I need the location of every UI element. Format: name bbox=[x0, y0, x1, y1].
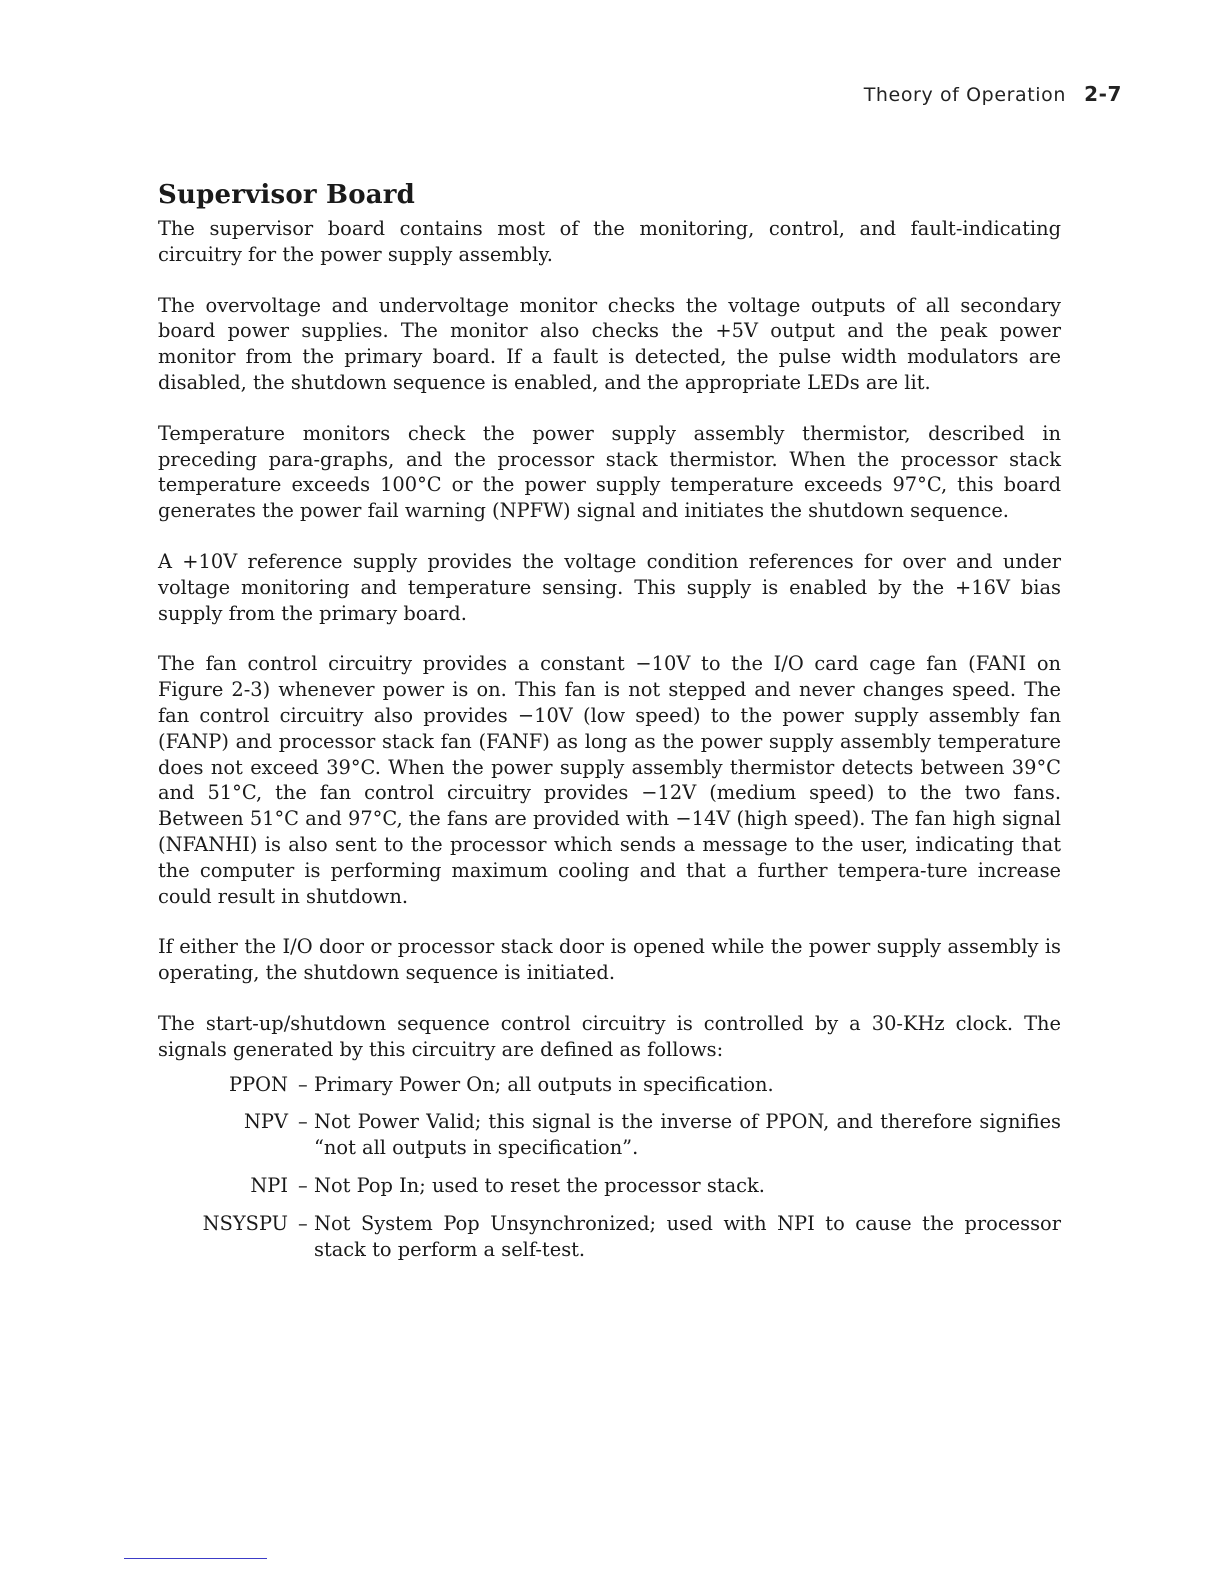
dash: – bbox=[298, 1211, 308, 1235]
paragraph-sequence-control: The start-up/shutdown sequence control circuitry is controlled by a 30-KHz clock. The signals generated by this circuitry are defined as follows: bbox=[158, 1011, 1061, 1061]
paragraph-voltage-monitor: The overvoltage and undervoltage monitor checks the voltage outputs of all secondary board power supplies. The monitor also checks the +5V output and the peak power monitor from the primary board. If a fault is detected, the pulse width modulators are disabled, the shutdown sequence is enabled, and the appropriate LEDs are lit. bbox=[158, 293, 1061, 394]
signal-description: Not System Pop Unsynchronized; used with NPI to cause the processor stack to perform a self-test. bbox=[314, 1211, 1061, 1261]
paragraph-reference-supply: A +10V reference supply provides the voltage condition references for over and under voltage monitoring and temperature sensing. This supply is enabled by the +16V bias supply from the primary board. bbox=[158, 549, 1061, 625]
signal-definition bbox=[158, 1072, 1061, 1098]
signal-definition bbox=[158, 1211, 1061, 1263]
signal-term: PPON bbox=[229, 1072, 288, 1096]
paragraph-fan-control: The fan control circuitry provides a constant −10V to the I/O card cage fan (FANI on Figure 2-3) whenever power is on. This fan is not stepped and never changes speed. The fan control circuitry also provides −10V (low speed) to the power supply assembly fan (FANP) and processor stack fan (FANF) as long as the power supply assembly temperature does not exceed 39°C. When the power supply assembly thermistor detects between 39°C and 51°C, the fan control circuitry provides −12V (medium speed) to the two fans. Between 51°C and 97°C, the fans are provided with −14V (high speed). The fan high signal (NFANHI) is also sent to the processor which sends a message to the user, indicating that the computer is performing maximum cooling and that a further tempera-ture increase could result in shutdown. bbox=[158, 652, 1061, 908]
paragraph-intro: The supervisor board contains most of the monitoring, control, and fault-indicating circuitry for the power supply assembly. bbox=[158, 217, 1061, 266]
signal-term: NPV bbox=[243, 1110, 288, 1134]
signal-description: Not Pop In; used to reset the processor stack. bbox=[314, 1173, 765, 1197]
signal-description: Not Power Valid; this signal is the inverse of PPON, and therefore signifies “not all outputs in specification”. bbox=[314, 1110, 1061, 1160]
signal-definition bbox=[158, 1109, 1061, 1161]
signal-term: NPI bbox=[250, 1173, 288, 1197]
running-header bbox=[864, 82, 1122, 106]
footer-rule bbox=[124, 1558, 267, 1559]
section-title: Supervisor Board bbox=[158, 180, 416, 210]
dash: – bbox=[298, 1072, 308, 1096]
signal-term: NSYSPU bbox=[202, 1211, 288, 1235]
paragraph-door-interlock: If either the I/O door or processor stack door is opened while the power supply assembly is operating, the shutdown sequence is initiated. bbox=[158, 935, 1061, 985]
signal-definition-list bbox=[158, 1072, 1061, 1263]
paragraph-temperature-monitors: Temperature monitors check the power supply assembly thermistor, described in preceding para-graphs, and the processor stack thermistor. When the processor stack temperature exceeds 100°C or the power supply temperature exceeds 97°C, this board generates the power fail warning (NPFW) signal and initiates the shutdown sequence. bbox=[158, 421, 1061, 523]
dash: – bbox=[298, 1110, 308, 1134]
dash: – bbox=[298, 1173, 308, 1197]
page-number: 2-7 bbox=[1084, 82, 1122, 106]
signal-definition bbox=[158, 1173, 1061, 1199]
signal-description: Primary Power On; all outputs in specification. bbox=[314, 1072, 774, 1096]
chapter-title: Theory of Operation bbox=[863, 84, 1067, 106]
section-body bbox=[158, 178, 1061, 1274]
